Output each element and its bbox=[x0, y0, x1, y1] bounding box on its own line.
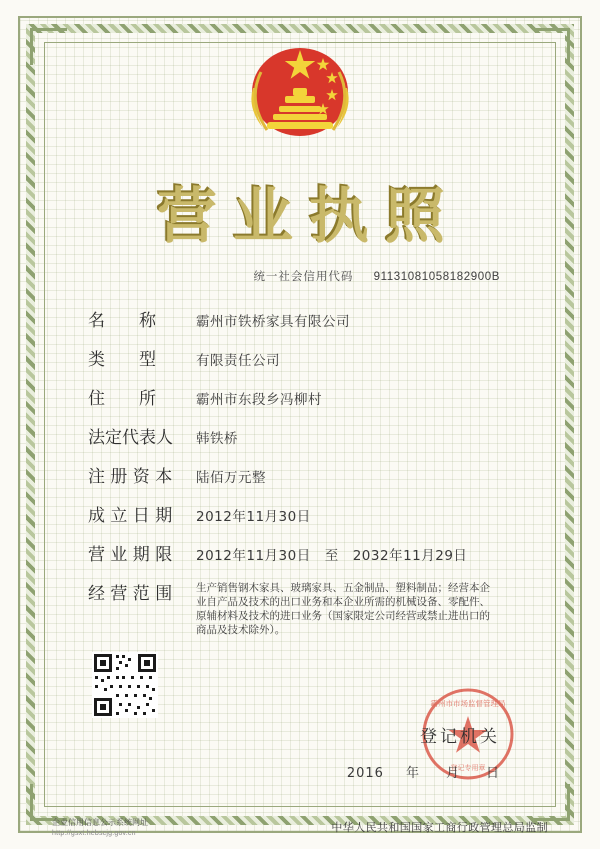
field-address bbox=[88, 384, 508, 409]
credit-code-value: 91131081058182900B bbox=[373, 271, 500, 283]
corner-ornament-top-right bbox=[533, 28, 570, 65]
corner-ornament-bottom-left bbox=[30, 784, 67, 821]
field-name-value: 霸州市铁桥家具有限公司 bbox=[196, 314, 350, 330]
field-business-term-value: 2012年11月30日 至 2032年11月29日 bbox=[196, 548, 468, 564]
field-legal-representative-label: 法定代表人 bbox=[88, 428, 173, 448]
field-business-scope bbox=[88, 579, 508, 637]
field-type-value: 有限责任公司 bbox=[196, 353, 280, 369]
field-establish-date-value: 2012年11月30日 bbox=[196, 509, 311, 525]
field-establish-date bbox=[88, 501, 508, 526]
field-type bbox=[88, 345, 508, 370]
field-business-term bbox=[88, 540, 508, 565]
footer-right: 中华人民共和国国家工商行政管理总局监制 bbox=[331, 821, 548, 834]
field-registered-capital-value: 陆佰万元整 bbox=[196, 470, 266, 486]
page-title: 营业执照 bbox=[0, 168, 600, 254]
field-legal-representative-value: 韩铁桥 bbox=[196, 431, 238, 447]
field-name-label: 名 称 bbox=[88, 311, 156, 331]
field-business-scope-label: 经 营 范 围 bbox=[88, 584, 173, 604]
corner-ornament-top-left bbox=[30, 28, 67, 65]
qr-code-icon[interactable] bbox=[92, 652, 158, 718]
issue-month-unit: 月 bbox=[445, 766, 460, 781]
field-address-value: 霸州市东段乡冯柳村 bbox=[196, 392, 322, 408]
issue-day-unit: 日 bbox=[485, 766, 500, 781]
field-type-label: 类 型 bbox=[88, 350, 156, 370]
svg-text:霸州市市场监督管理局: 霸州市市场监督管理局 bbox=[430, 699, 506, 708]
credit-code-row bbox=[253, 268, 500, 284]
credit-code-label: 统一社会信用代码 bbox=[253, 271, 354, 283]
footer-left-line1: 企业信用信息公示系统网址 bbox=[52, 818, 148, 827]
license-fields bbox=[88, 306, 508, 651]
field-legal-representative bbox=[88, 423, 508, 448]
issue-date-row bbox=[347, 762, 500, 781]
field-address-label: 住 所 bbox=[88, 389, 156, 409]
field-registered-capital bbox=[88, 462, 508, 487]
registry-authority-label: 登记机关 bbox=[420, 727, 500, 747]
corner-ornament-bottom-right bbox=[533, 784, 570, 821]
svg-text:登记专用章: 登记专用章 bbox=[450, 764, 486, 772]
national-emblem-icon bbox=[235, 36, 365, 154]
footer-left bbox=[52, 817, 148, 839]
issue-year-unit: 年 bbox=[405, 766, 420, 781]
field-establish-date-label: 成 立 日 期 bbox=[88, 506, 173, 526]
field-registered-capital-label: 注 册 资 本 bbox=[88, 467, 173, 487]
field-business-scope-value: 生产销售钢木家具、玻璃家具、五金制品、塑料制品；经营本企业自产品及技术的出口业务和本企业所需的机械设备、零配件、原辅材料及技术的进口业务（国家限定公司经营或禁止进出口的商品及技术除外）。 bbox=[196, 582, 490, 636]
field-name bbox=[88, 306, 508, 331]
field-business-term-label: 营 业 期 限 bbox=[88, 545, 173, 565]
issue-year-value: 2016 bbox=[346, 766, 384, 781]
footer-left-url: http://gsxt.hebscjg.gov.cn bbox=[52, 830, 136, 837]
